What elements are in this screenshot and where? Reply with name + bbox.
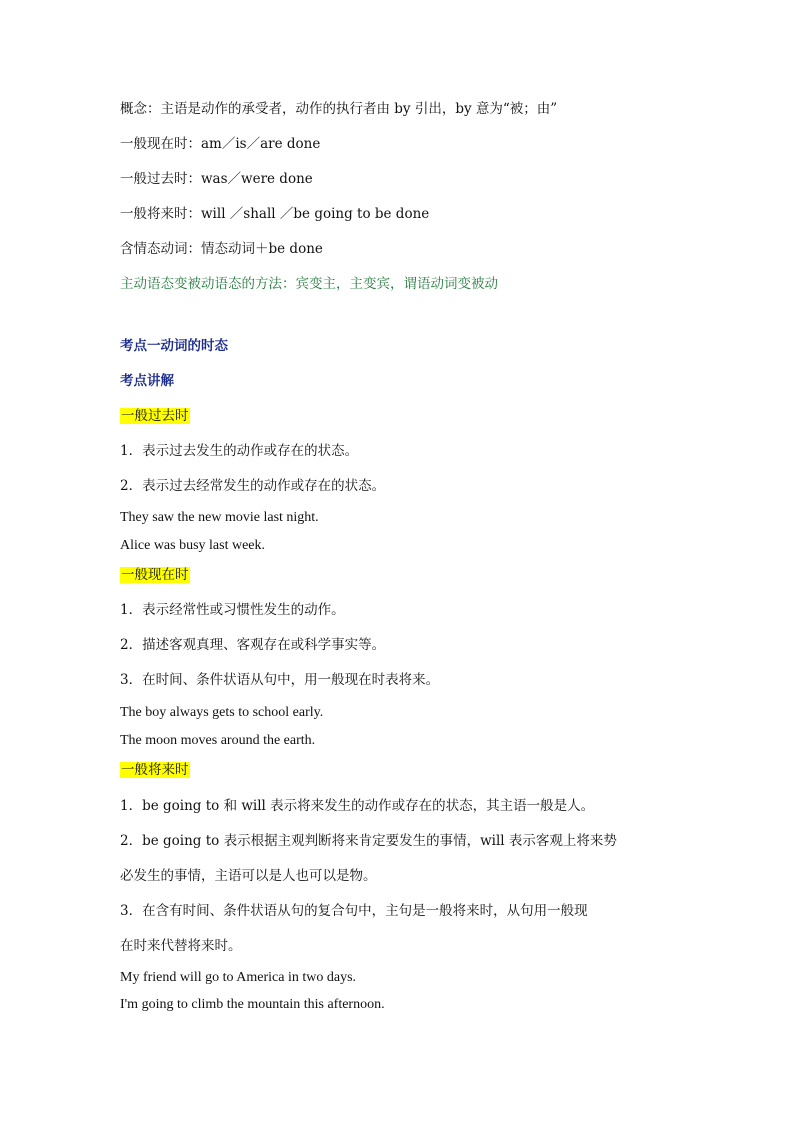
section-title: 考点一动词的时态 [120, 338, 228, 354]
intro-concept: 概念：主语是动作的承受者，动作的执行者由 by 引出，by 意为“被；由” [120, 101, 558, 117]
past-rule-2: 2．表示过去经常发生的动作或存在的状态。 [120, 478, 386, 494]
future-heading [120, 761, 190, 779]
future-example-2: I'm going to climb the mountain this afternoon. [120, 997, 385, 1012]
future-heading-label: 一般将来时 [121, 762, 189, 778]
past-heading-label: 一般过去时 [121, 408, 189, 424]
present-rule-2: 2．描述客观真理、客观存在或科学事实等。 [120, 637, 386, 653]
future-rule-1: 1．be going to 和 will 表示将来发生的动作或存在的状态，其主语一般是人。 [120, 798, 595, 814]
intro-present: 一般现在时：am／is／are done [120, 136, 321, 152]
past-rule-1: 1．表示过去发生的动作或存在的状态。 [120, 443, 359, 459]
past-heading [120, 407, 190, 425]
present-heading-label: 一般现在时 [121, 567, 189, 583]
future-rule-2: 2．be going to 表示根据主观判断将来肯定要发生的事情，will 表示客观上将来势 [120, 833, 617, 849]
future-rule-3-cont: 在时来代替将来时。 [120, 938, 242, 954]
past-example-2: Alice was busy last week. [120, 538, 266, 553]
present-heading [120, 566, 190, 584]
past-example-1: They saw the new movie last night. [120, 510, 319, 525]
future-rule-2-cont: 必发生的事情，主语可以是人也可以是物。 [120, 868, 377, 884]
intro-method: 主动语态变被动语态的方法：宾变主，主变宾，谓语动词变被动 [120, 276, 498, 292]
present-example-2: The moon moves around the earth. [120, 733, 316, 748]
present-rule-3: 3．在时间、条件状语从句中，用一般现在时表将来。 [120, 672, 440, 688]
future-rule-3: 3．在含有时间、条件状语从句的复合句中，主句是一般将来时，从句用一般现 [120, 903, 588, 919]
present-rule-1: 1．表示经常性或习惯性发生的动作。 [120, 602, 345, 618]
intro-past: 一般过去时：was／were done [120, 171, 313, 187]
intro-modal: 含情态动词：情态动词＋be done [120, 241, 323, 257]
future-example-1: My friend will go to America in two days. [120, 970, 357, 985]
section-subtitle: 考点讲解 [120, 373, 174, 389]
present-example-1: The boy always gets to school early. [120, 705, 324, 720]
intro-future: 一般将来时：will ／shall ／be going to be done [120, 206, 430, 222]
